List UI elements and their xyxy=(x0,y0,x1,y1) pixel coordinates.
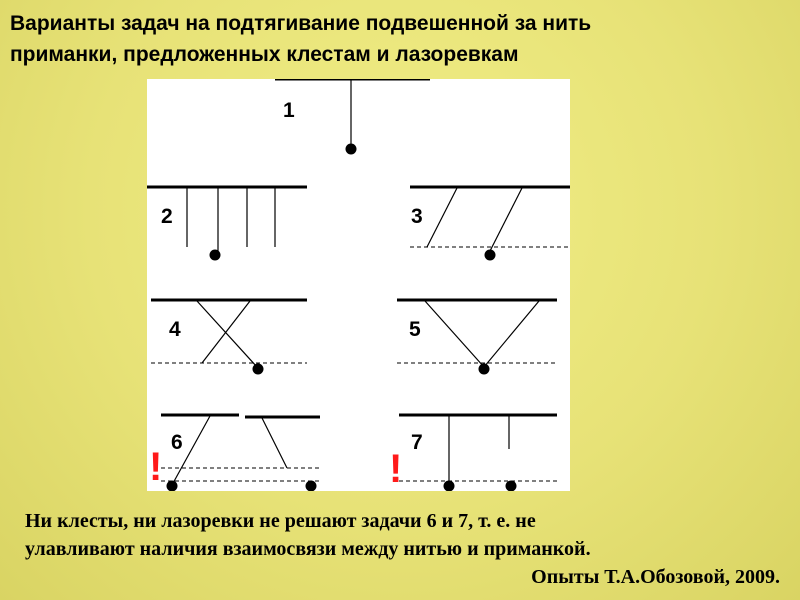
caption-line-1: Ни клесты, ни лазоревки не решают задачи 6 и 7, т. е. не xyxy=(25,510,536,532)
task-1-number: 1 xyxy=(283,99,295,122)
slide-title-line-2: приманки, предложенных клестам и лазоревкам xyxy=(10,43,519,66)
task-7-warning-mark: ! xyxy=(389,447,403,491)
task-5-number: 5 xyxy=(409,318,421,341)
task-7-bait-a xyxy=(444,481,455,492)
task-2-number: 2 xyxy=(161,205,173,228)
task-4-string-b xyxy=(202,301,250,363)
caption-line-2: улавливают наличия взаимосвязи между нитью и приманкой. xyxy=(25,538,591,560)
slide-title-line-1: Варианты задач на подтягивание подвешенной за нить xyxy=(10,12,592,35)
task-7-diagram xyxy=(399,415,557,484)
task-4-number: 4 xyxy=(169,318,181,341)
task-diagrams xyxy=(147,79,570,491)
task-5-bait xyxy=(479,364,490,375)
task-3-string-a xyxy=(427,188,457,247)
task-7-number: 7 xyxy=(411,431,423,454)
task-3-string-b xyxy=(490,188,522,251)
task-1-bait xyxy=(346,144,357,155)
task-6-number: 6 xyxy=(171,431,183,454)
task-5-string-b xyxy=(484,301,539,367)
task-2-bait xyxy=(210,250,221,261)
slide-caption xyxy=(25,507,790,591)
task-6-warning-mark: ! xyxy=(149,445,163,489)
task-variants-figure xyxy=(147,79,570,491)
task-3-diagram xyxy=(410,187,570,251)
task-6-bait-b xyxy=(306,481,317,492)
task-6-string-b xyxy=(262,418,287,468)
task-5-diagram xyxy=(397,300,557,367)
task-6-diagram xyxy=(161,415,320,485)
slide-title xyxy=(10,8,790,70)
task-5-string-a xyxy=(425,301,484,367)
task-4-bait xyxy=(253,364,264,375)
task-3-number: 3 xyxy=(411,205,423,228)
task-6-bait-a xyxy=(167,481,178,492)
task-1-diagram xyxy=(275,79,430,147)
task-7-bait-b xyxy=(506,481,517,492)
task-3-bait xyxy=(485,250,496,261)
caption-citation: Опыты Т.А.Обозовой, 2009. xyxy=(531,566,780,588)
